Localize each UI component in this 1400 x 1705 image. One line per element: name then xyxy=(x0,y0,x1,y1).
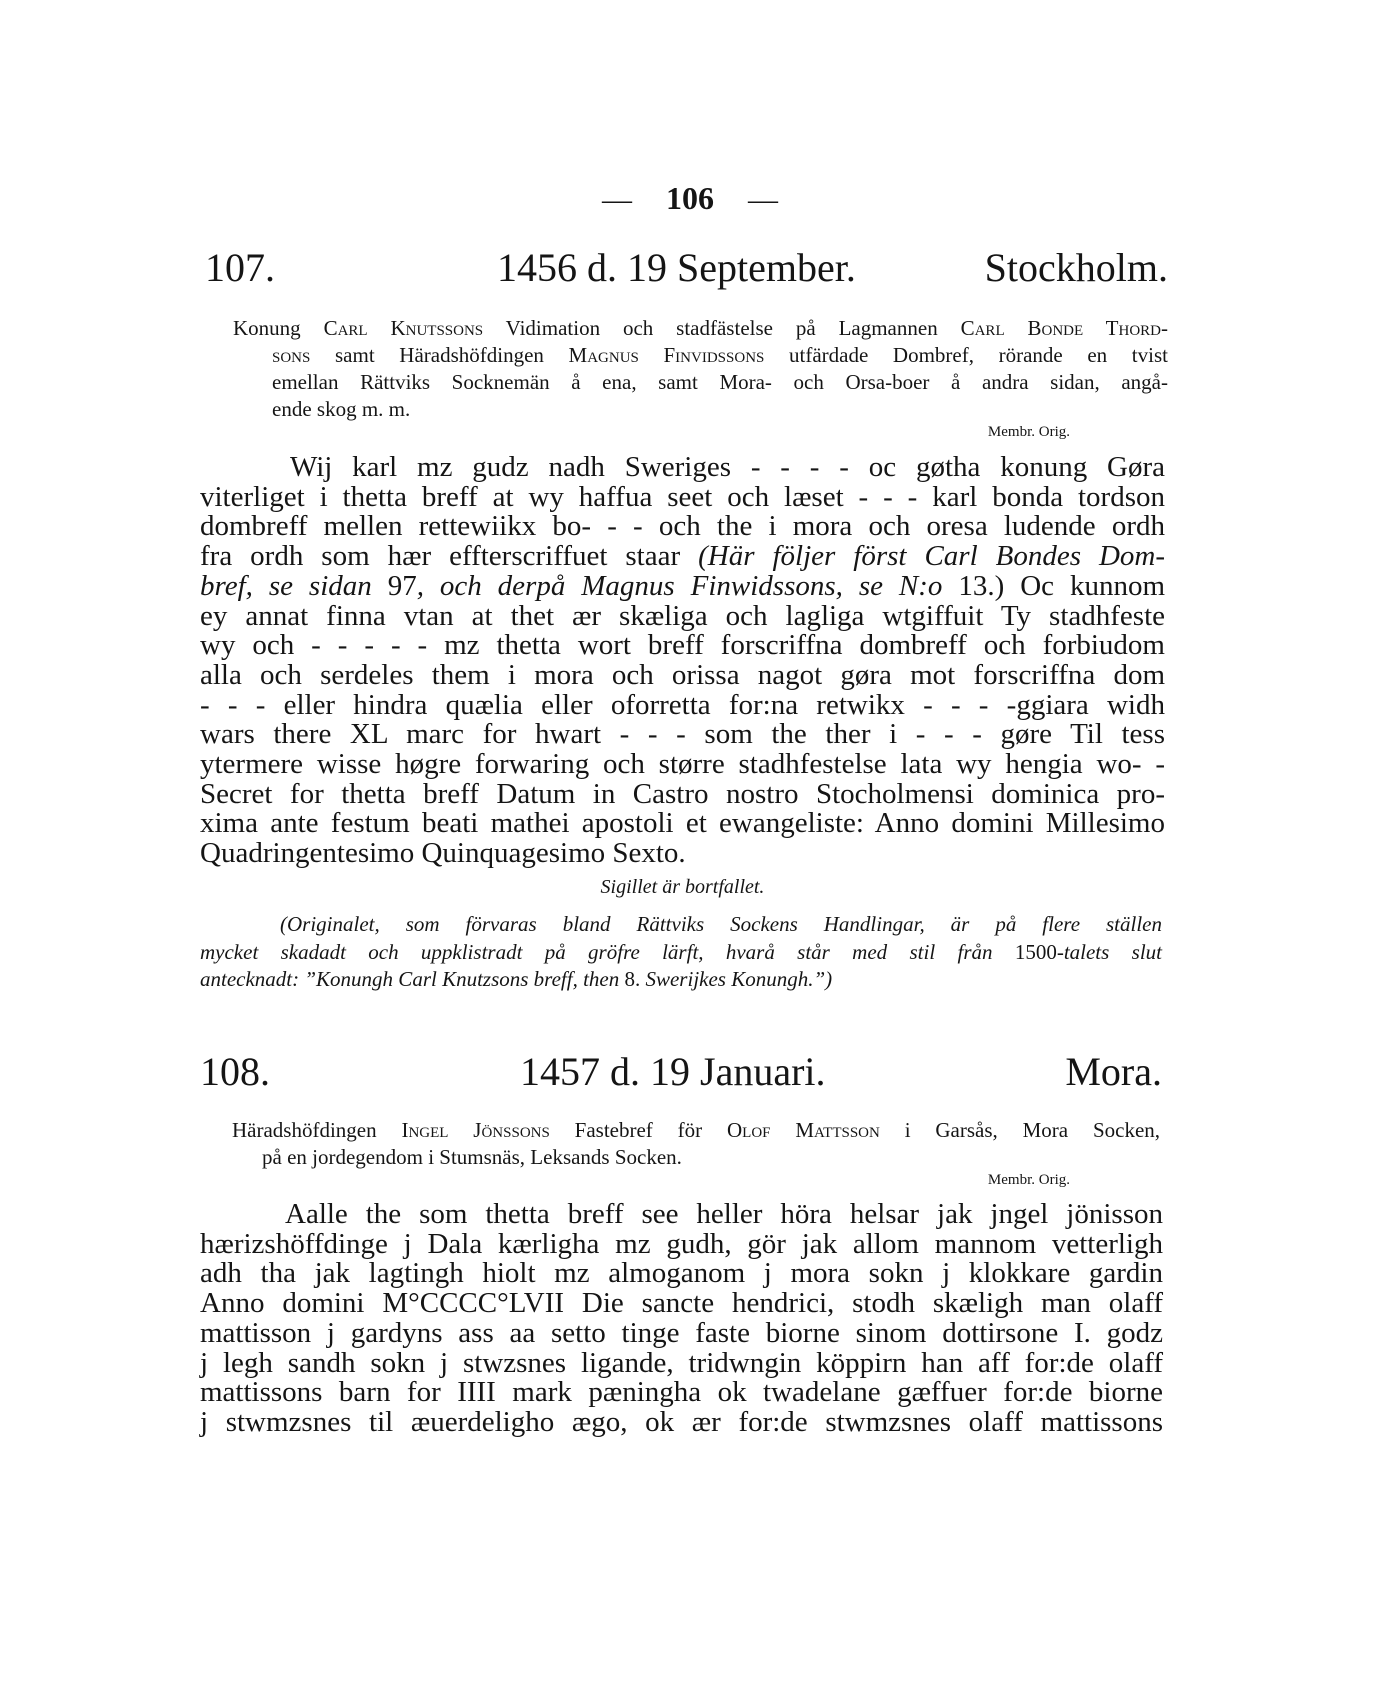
remark-text: mycket skadadt och uppklistradt på gröfre lärft, hvarå står med stil från xyxy=(200,939,1015,964)
text-segment: ey annat finna vtan at thet ær skæliga och lagliga wtgiffuit Ty stadhfeste xyxy=(200,599,1165,632)
remark-text: Swerijkes Konungh.”) xyxy=(640,967,833,991)
text-line xyxy=(200,599,1165,632)
document-text xyxy=(200,1200,1163,1438)
text-segment: Aalle the som thetta breff see heller höra helsar jak jngel jönisson xyxy=(285,1198,1163,1230)
summary-text: Häradshöfdingen xyxy=(232,1118,402,1142)
person-name: Ingel Jönssons xyxy=(401,1118,550,1142)
remark-numeral: 1500 xyxy=(1014,939,1057,964)
editorial-note: bref, se sidan xyxy=(200,569,388,602)
summary-text: emellan Rättviks Socknemän å ena, samt Mora- och Orsa-boer å andra sidan, angå- xyxy=(272,370,1168,394)
summary-text: Vidimation och stadfästelse på Lagmannen xyxy=(483,316,961,340)
summary-text: samt Häradshöfdingen xyxy=(310,343,569,367)
text-line xyxy=(200,480,1165,513)
remark-numeral: 8. xyxy=(624,967,641,991)
text-line xyxy=(200,1227,1163,1260)
remark-text: -talets slut xyxy=(1056,939,1162,964)
text-segment: Secret for thetta breff Datum in Castro nostro Stocholmensi dominica pro- xyxy=(200,777,1165,810)
document-text xyxy=(200,453,1165,869)
text-line xyxy=(200,1289,1163,1319)
text-line xyxy=(200,1346,1163,1379)
entry-heading xyxy=(0,244,1400,292)
page-number-dash-right: — xyxy=(748,183,778,216)
text-segment: viterliget i thetta breff at wy haffua seet och læset - - - karl bonda tordson xyxy=(200,480,1165,513)
page-number-header xyxy=(560,178,820,220)
summary-line xyxy=(200,396,1168,423)
editorial-note: , och derpå Magnus Finwidssons, se N:o xyxy=(416,569,959,602)
summary-text: ende skog m. m. xyxy=(272,397,411,421)
summary-line xyxy=(200,369,1168,396)
entry-summary xyxy=(200,315,1168,423)
entry-date: 1457 d. 19 Januari. xyxy=(520,1049,826,1094)
text-segment: Anno domini M°CCCC°LVII Die sancte hendrici, stodh skæligh man olaff xyxy=(200,1287,1163,1320)
person-name: Carl Knutssons xyxy=(323,316,484,340)
text-line xyxy=(200,512,1165,542)
text-segment: - - - eller hindra quælia eller oforretta for:na retwikx - - - -ggiara widh xyxy=(200,688,1165,721)
source-note: Membr. Orig. xyxy=(987,424,1070,440)
entry-number: 108. xyxy=(200,1049,270,1094)
summary-text: Konung xyxy=(233,316,324,340)
summary-text: Fastebref för xyxy=(549,1118,727,1142)
entry-summary xyxy=(200,1117,1160,1171)
text-line xyxy=(200,542,1165,572)
summary-text: på en jordegendom i Stumsnäs, Leksands Socken. xyxy=(262,1145,682,1169)
remark-text: (Originalet, som förvaras bland Rättviks Sockens Handlingar, är på flere ställen xyxy=(280,912,1162,936)
text-line xyxy=(200,839,1165,869)
remark-line xyxy=(200,939,1162,967)
summary-line xyxy=(200,342,1168,369)
person-name: Carl Bonde Thord- xyxy=(960,316,1168,340)
summary-text: utfärdade Dombref, rörande en tvist xyxy=(764,343,1168,367)
text-segment: 13.) Oc kunnom xyxy=(958,569,1165,602)
remark-text: antecknadt: ”Konungh Carl Knutzsons breff, then xyxy=(200,967,625,991)
text-line xyxy=(200,688,1165,721)
text-segment: ytermere wisse høgre forwaring och større stadhfestelse lata wy hengia wo- - xyxy=(200,748,1165,781)
entry-heading xyxy=(0,1048,1400,1096)
text-segment: Wij karl mz gudz nadh Sweriges - - - - oc gøtha konung Gøra xyxy=(290,451,1165,483)
text-segment: dombreff mellen rettewiikx bo- - - och the i mora och oresa ludende ordh xyxy=(200,510,1165,543)
text-line xyxy=(200,631,1165,661)
source-note: Membr. Orig. xyxy=(987,1172,1070,1188)
text-line xyxy=(200,1259,1163,1289)
text-segment: fra ordh som hær effterscriffuet staar xyxy=(200,540,699,573)
text-line xyxy=(200,1378,1163,1408)
text-segment: xima ante festum beati mathei apostoli et ewangeliste: Anno domini Millesimo xyxy=(200,807,1165,840)
summary-line xyxy=(200,1144,1160,1171)
page-reference: 97 xyxy=(387,569,417,602)
person-name: Olof Mattsson xyxy=(726,1118,880,1142)
text-segment: wars there XL marc for hwart - - - som the ther i - - - gøre Til tess xyxy=(200,718,1165,751)
text-segment: j legh sandh sokn j stwzsnes ligande, tridwngin köppirn han aff for:de olaff xyxy=(200,1346,1163,1379)
text-line xyxy=(200,777,1165,810)
summary-line xyxy=(200,315,1168,342)
seal-note: Sigillet är bortfallet. xyxy=(600,876,765,898)
remark-line xyxy=(200,966,1162,994)
text-segment: hærizshöffdinge j Dala kærligha mz gudh, gör jak allom mannom vetterligh xyxy=(200,1227,1163,1260)
text-line xyxy=(200,658,1165,691)
text-segment: alla och serdeles them i mora och orissa nagot gøra mot forscriffna dom xyxy=(200,658,1165,691)
summary-text: i Garsås, Mora Socken, xyxy=(879,1118,1161,1142)
entry-place: Stockholm. xyxy=(984,245,1168,290)
editor-remark xyxy=(200,911,1162,994)
page-number: 106 xyxy=(666,180,714,216)
summary-line xyxy=(200,1117,1160,1144)
text-segment: mattisson j gardyns ass aa setto tinge faste biorne sinom dottirsone I. godz xyxy=(200,1316,1163,1349)
text-segment: wy och - - - - - mz thetta wort breff forscriffna dombreff och forbiudom xyxy=(200,629,1165,662)
text-line xyxy=(200,569,1165,602)
entry-place: Mora. xyxy=(1065,1049,1162,1094)
text-line xyxy=(200,809,1165,839)
entry-date: 1456 d. 19 September. xyxy=(497,245,856,290)
person-name: sons xyxy=(272,343,311,367)
text-line xyxy=(200,1405,1163,1438)
text-line xyxy=(200,720,1165,750)
text-segment: Quadringentesimo Quinquagesimo Sexto. xyxy=(200,837,686,870)
text-line xyxy=(200,453,1165,483)
person-name: Magnus Finvidssons xyxy=(568,343,765,367)
page-number-dash-left: — xyxy=(602,183,632,216)
text-line xyxy=(200,750,1165,780)
entry-number: 107. xyxy=(205,245,275,290)
text-line xyxy=(200,1200,1163,1230)
text-segment: j stwmzsnes til æuerdeligho ægo, ok ær for:de stwmzsnes olaff mattissons xyxy=(200,1405,1163,1438)
text-segment: mattissons barn for IIII mark pæningha ok twadelane gæffuer for:de biorne xyxy=(200,1376,1163,1409)
editorial-note: (Här följer först Carl Bondes Dom- xyxy=(698,540,1165,573)
text-segment: adh tha jak lagtingh hiolt mz almoganom j mora sokn j klokkare gardin xyxy=(200,1257,1163,1290)
text-line xyxy=(200,1316,1163,1349)
remark-line xyxy=(200,911,1162,939)
